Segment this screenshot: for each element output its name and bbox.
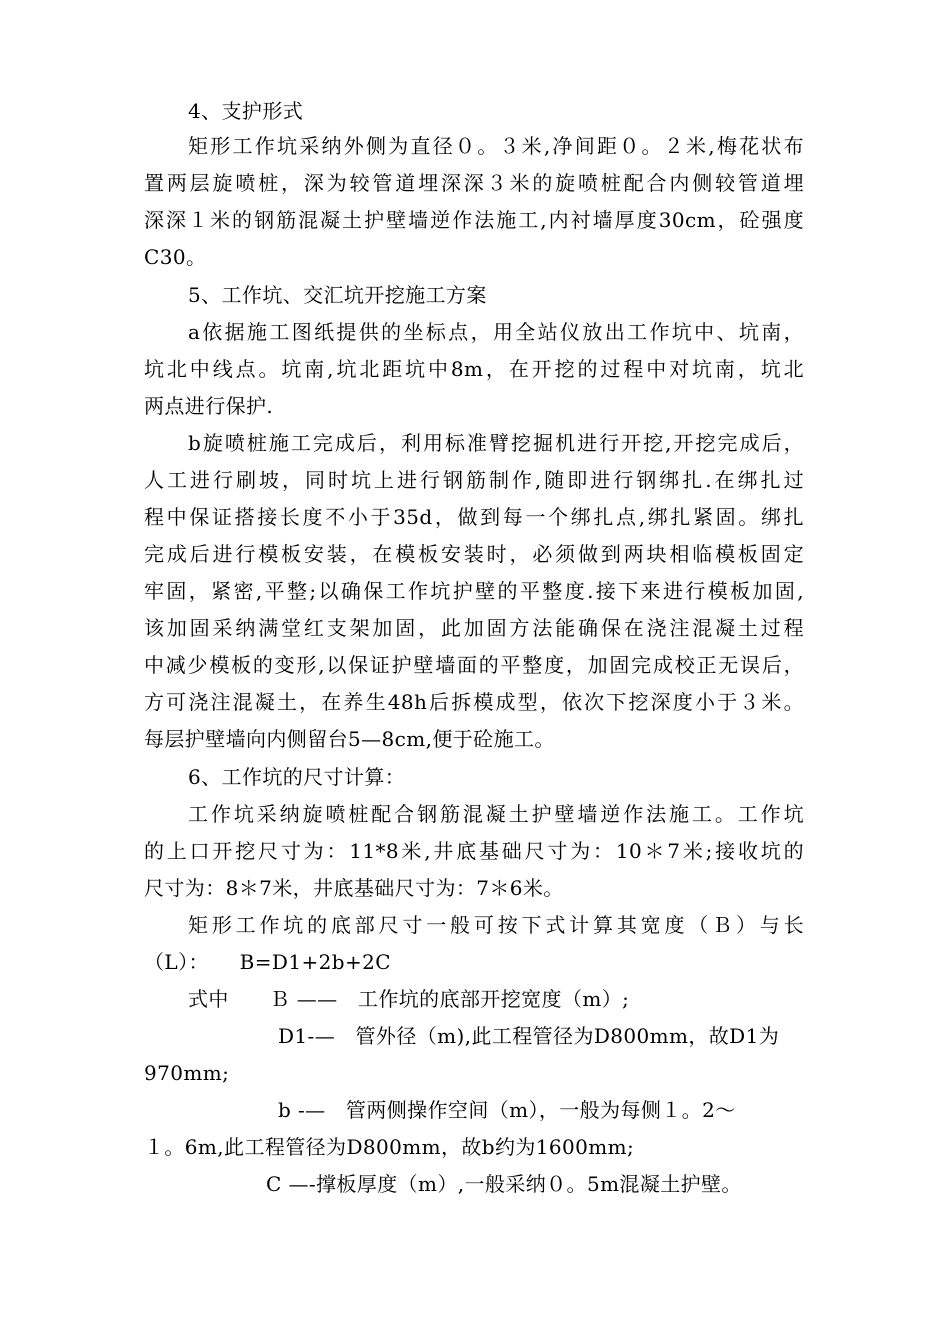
paragraph-line: 中减少模板的变形,以保证护壁墙面的平整度，加固完成校正无误后， — [144, 653, 804, 677]
paragraph-line: 工作坑采纳旋喷桩配合钢筋混凝土护壁墙逆作法施工。工作坑 — [188, 802, 804, 826]
paragraph-line: 的上口开挖尺寸为：11*8米,井底基础尺寸为：10＊7米;接收坑的 — [144, 839, 804, 863]
paragraph-line: 尺寸为：8＊7米，井底基础尺寸为：7＊6米。 — [144, 876, 564, 900]
paragraph-line: 坑北中线点。坑南,坑北距坑中8m，在开挖的过程中对坑南，坑北 — [144, 357, 804, 381]
formula-line: （L）： B=D1+2b+2C — [144, 950, 391, 974]
paragraph-line: 程中保证搭接长度不小于35d，做到每一个绑扎点,绑扎紧固。绑扎 — [144, 505, 804, 529]
paragraph-line: 深深１米的钢筋混凝土护壁墙逆作法施工,内衬墙厚度30cm，砼强度 — [144, 208, 804, 232]
formula-definition-d1-cont: 970mm; — [144, 1061, 230, 1085]
formula-definition-d1: D1-— 管外径（m),此工程管径为D800mm，故D1为 — [278, 1024, 780, 1048]
formula-definition-small-b-cont: １。6m,此工程管径为D800mm，故b约为1600mm; — [144, 1135, 635, 1159]
paragraph-line: 牢固，紧密,平整;以确保工作坑护壁的平整度.接下来进行模板加固, — [144, 579, 804, 603]
formula-definition-c: C —-撑板厚度（m）,一般采纳０。5m混凝土护壁。 — [266, 1172, 742, 1196]
section-5-heading: 5、工作坑、交汇坑开挖施工方案 — [188, 283, 487, 307]
paragraph-line: 矩形工作坑采纳外侧为直径０。３米,净间距０。２米,梅花状布 — [188, 134, 804, 158]
section-6-heading: 6、工作坑的尺寸计算： — [188, 765, 406, 789]
formula-definition-small-b: b -— 管两侧操作空间（m），一般为每侧１。2～ — [278, 1098, 736, 1122]
paragraph-line: 该加固采纳满堂红支架加固，此加固方法能确保在浇注混凝土过程 — [144, 616, 804, 640]
section-4-heading: 4、支护形式 — [188, 99, 304, 123]
paragraph-line: 矩形工作坑的底部尺寸一般可按下式计算其宽度（Ｂ）与长 — [188, 913, 804, 937]
paragraph-line: b旋喷桩施工完成后，利用标准臂挖掘机进行开挖,开挖完成后， — [188, 431, 804, 455]
formula-definition-b: 式中 Ｂ —— 工作坑的底部开挖宽度（m）; — [188, 987, 630, 1011]
paragraph-line: 完成后进行模板安装，在模板安装时，必须做到两块相临模板固定 — [144, 542, 804, 566]
paragraph-line: 每层护壁墙向内侧留台5—8cm,便于砼施工。 — [144, 727, 555, 751]
paragraph-line: C30。 — [144, 245, 207, 269]
paragraph-line: 置两层旋喷桩，深为较管道埋深深３米的旋喷桩配合内侧较管道埋 — [144, 171, 804, 195]
paragraph-line: a依据施工图纸提供的坐标点，用全站仪放出工作坑中、坑南， — [188, 320, 804, 344]
paragraph-line: 方可浇注混凝土，在养生48h后拆模成型，依次下挖深度小于３米。 — [144, 690, 804, 714]
paragraph-line: 两点进行保护. — [144, 394, 274, 418]
paragraph-line: 人工进行刷坡，同时坑上进行钢筋制作,随即进行钢绑扎.在绑扎过 — [144, 468, 804, 492]
